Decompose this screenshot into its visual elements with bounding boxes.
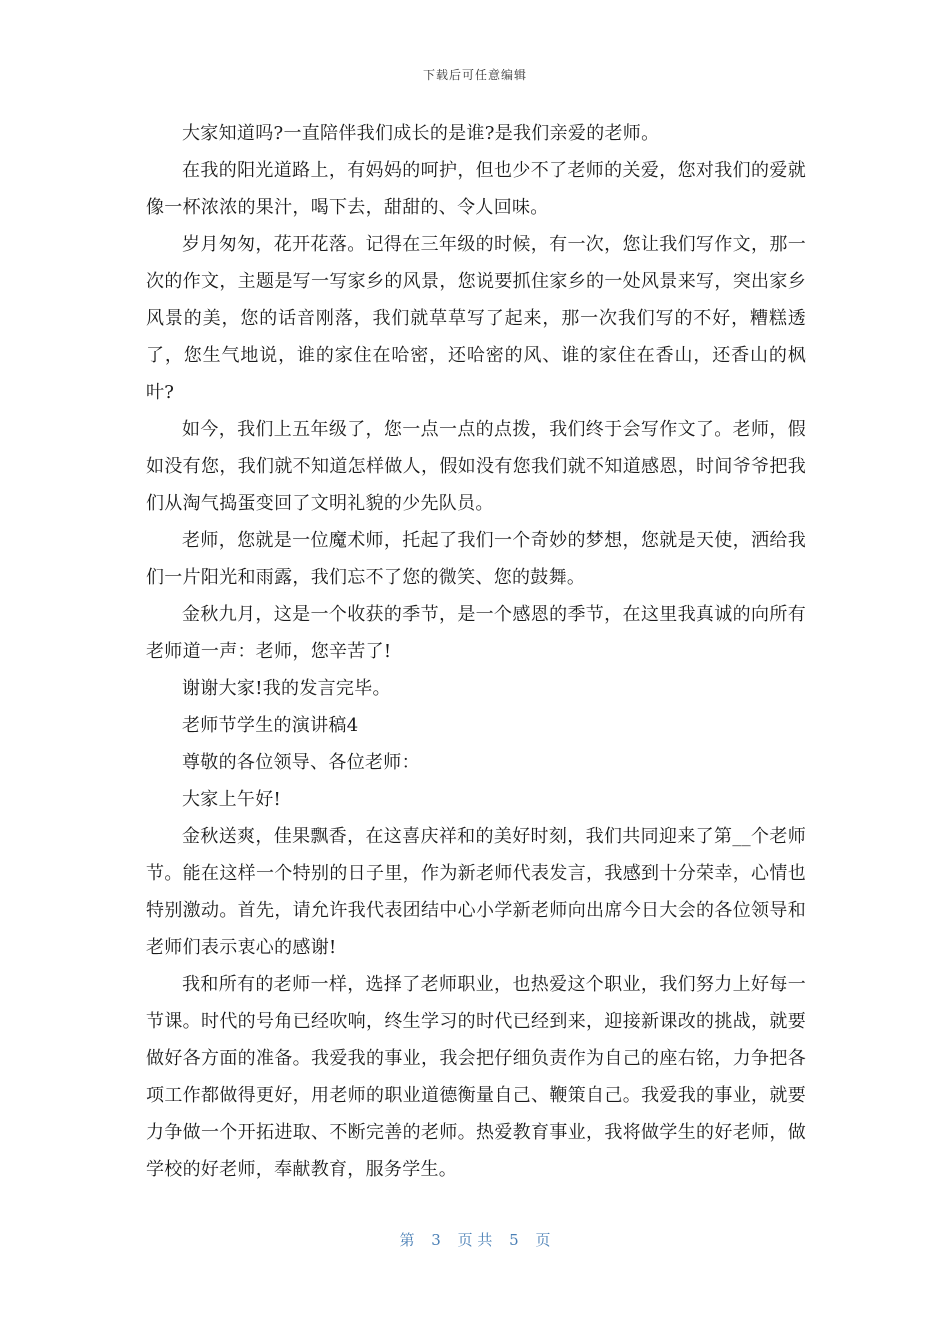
- paragraph: 老师，您就是一位魔术师，托起了我们一个奇妙的梦想，您就是天使，洒给我们一片阳光和雨露，我们忘不了您的微笑、您的鼓舞。: [146, 530, 806, 588]
- page-footer: [0, 1229, 950, 1250]
- paragraph: 我和所有的老师一样，选择了老师职业，也热爱这个职业，我们努力上好每一节课。时代的号角已经吹响，终生学习的时代已经到来，迎接新课改的挑战，就要做好各方面的准备。我爱我的事业，我会把仔细负责作为自己的座右铭，力争把各项工作都做得更好，用老师的职业道德衡量自己、鞭策自己。我爱我的事业，就要力争做一个开拓进取、不断完善的老师。热爱教育事业，我将做学生的好老师，做学校的好老师，奉献教育，服务学生。: [146, 974, 806, 1180]
- footer-prefix: 第: [399, 1231, 415, 1249]
- paragraph: 岁月匆匆，花开花落。记得在三年级的时候，有一次，您让我们写作文，那一次的作文，主题是写一写家乡的风景，您说要抓住家乡的一处风景来写，突出家乡风景的美，您的话音刚落，我们就草草写了起来，那一次我们写的不好，糟糕透了，您生气地说，谁的家住在哈密，还哈密的风、谁的家住在香山，还香山的枫叶?: [146, 234, 806, 403]
- current-page-number: 3: [431, 1231, 441, 1249]
- section-title: 老师节学生的演讲稿4: [182, 715, 359, 736]
- total-pages-number: 5: [509, 1231, 519, 1249]
- paragraph: 大家知道吗?一直陪伴我们成长的是谁?是我们亲爱的老师。: [182, 123, 660, 144]
- document-body: [146, 115, 806, 1188]
- paragraph: 如今，我们上五年级了，您一点一点的点拨，我们终于会写作文了。老师，假如没有您，我们就不知道怎样做人，假如没有您我们就不知道感恩，时间爷爷把我们从淘气捣蛋变回了文明礼貌的少先队员。: [146, 419, 806, 514]
- salutation: 尊敬的各位领导、各位老师：: [182, 752, 420, 773]
- header-note: 下载后可任意编辑: [422, 68, 527, 82]
- paragraph: 在我的阳光道路上，有妈妈的呵护，但也少不了老师的关爱，您对我们的爱就像一杯浓浓的果汁，喝下去，甜甜的、令人回味。: [146, 160, 806, 218]
- footer-middle: 页 共: [457, 1231, 493, 1249]
- footer-suffix: 页: [535, 1231, 551, 1249]
- paragraph: 谢谢大家!我的发言完毕。: [182, 678, 391, 699]
- greeting: 大家上午好!: [182, 789, 282, 810]
- paragraph: 金秋九月，这是一个收获的季节，是一个感恩的季节，在这里我真诚的向所有老师道一声：老师，您辛苦了!: [146, 604, 806, 662]
- paragraph: 金秋送爽，佳果飘香，在这喜庆祥和的美好时刻，我们共同迎来了第__个老师节。能在这样一个特别的日子里，作为新老师代表发言，我感到十分荣幸，心情也特别激动。首先，请允许我代表团结中心小学新老师向出席今日大会的各位领导和老师们表示衷心的感谢!: [146, 826, 806, 958]
